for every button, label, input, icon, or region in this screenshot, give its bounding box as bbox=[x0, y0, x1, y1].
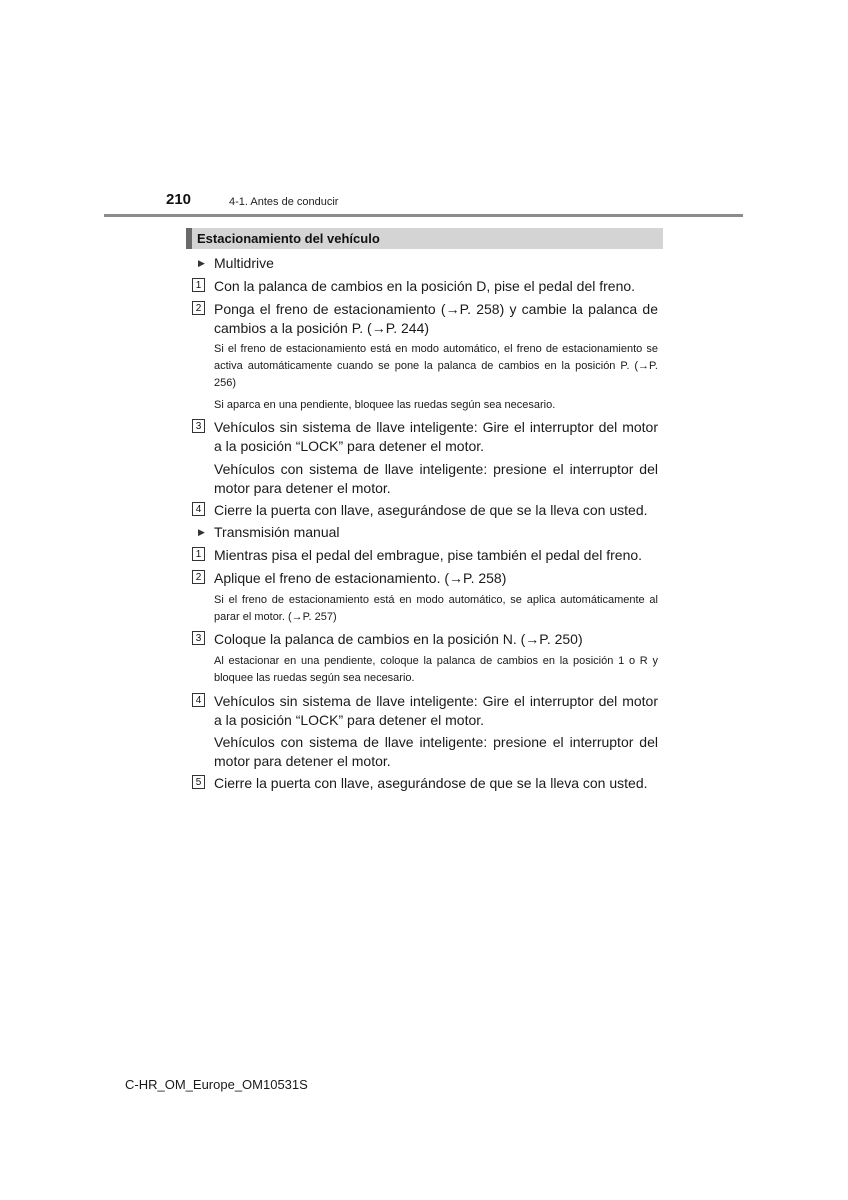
step-number: 2 bbox=[192, 570, 205, 584]
step-text: Vehículos sin sistema de llave inteligente: Gire el interruptor del motor a la posición “LOCK” para detener el motor. bbox=[214, 693, 658, 728]
step-text: Mientras pisa el pedal del embrague, pise también el pedal del freno. bbox=[214, 547, 643, 563]
step-text: Vehículos sin sistema de llave inteligente: Gire el interruptor del motor a la posición “LOCK” para detener el motor. bbox=[214, 419, 658, 454]
section-title-bar bbox=[186, 228, 663, 249]
step-item bbox=[192, 546, 658, 565]
step-number: 3 bbox=[192, 631, 205, 645]
section-label: 4-1. Antes de conducir bbox=[229, 196, 339, 208]
subheading-label: Multidrive bbox=[214, 255, 274, 271]
step-text: Vehículos con sistema de llave inteligente: presione el interruptor del motor para detener el motor. bbox=[214, 734, 658, 769]
section-title: Estacionamiento del vehículo bbox=[197, 231, 380, 246]
step-item bbox=[192, 501, 658, 520]
step-text: Aplique el freno de estacionamiento. (→P. 258) bbox=[214, 570, 507, 586]
step-item bbox=[192, 569, 658, 588]
step-item bbox=[192, 630, 658, 649]
note-text: Si el freno de estacionamiento está en modo automático, el freno de estacionamiento se activa automáticamente cuando se pone la palanca de cambios en la posición P. (→P. 256) bbox=[214, 343, 658, 389]
note-text: Al estacionar en una pendiente, coloque la palanca de cambios en la posición 1 o R y bloquee las ruedas según sea necesario. bbox=[214, 655, 658, 684]
step-continuation bbox=[192, 460, 658, 498]
note-text: Si el freno de estacionamiento está en modo automático, se aplica automáticamente al parar el motor. (→P. 257) bbox=[214, 594, 658, 623]
step-note bbox=[192, 653, 658, 687]
step-text: Ponga el freno de estacionamiento (→P. 258) y cambie la palanca de cambios a la posición P. (→P. 244) bbox=[214, 301, 658, 336]
note-text: Si aparca en una pendiente, bloquee las ruedas según sea necesario. bbox=[214, 399, 556, 411]
subheading-label: Transmisión manual bbox=[214, 524, 340, 540]
subheading-manual bbox=[192, 523, 680, 542]
triangle-bullet-icon: ▶ bbox=[198, 258, 205, 268]
step-text: Coloque la palanca de cambios en la posición N. (→P. 250) bbox=[214, 631, 583, 647]
step-number: 2 bbox=[192, 301, 205, 315]
page-number: 210 bbox=[166, 191, 192, 208]
step-note bbox=[192, 592, 658, 626]
step-item bbox=[192, 300, 658, 338]
subheading-multidrive bbox=[192, 254, 680, 273]
step-item bbox=[192, 277, 658, 296]
step-text: Cierre la puerta con llave, asegurándose de que se la lleva con usted. bbox=[214, 502, 648, 518]
step-text: Vehículos con sistema de llave inteligente: presione el interruptor del motor para detener el motor. bbox=[214, 461, 658, 496]
footer-doc-code: C-HR_OM_Europe_OM10531S bbox=[125, 1077, 308, 1092]
step-number: 3 bbox=[192, 419, 205, 433]
step-number: 5 bbox=[192, 775, 205, 789]
step-text: Con la palanca de cambios en la posición D, pise el pedal del freno. bbox=[214, 278, 636, 294]
step-text: Cierre la puerta con llave, asegurándose de que se la lleva con usted. bbox=[214, 775, 648, 791]
step-number: 4 bbox=[192, 693, 205, 707]
triangle-bullet-icon: ▶ bbox=[198, 527, 205, 537]
step-item bbox=[192, 774, 658, 793]
step-item bbox=[192, 418, 658, 456]
step-number: 1 bbox=[192, 278, 205, 292]
step-note bbox=[192, 341, 658, 392]
step-number: 4 bbox=[192, 502, 205, 516]
step-continuation bbox=[192, 733, 658, 771]
header-rule bbox=[104, 214, 743, 217]
step-note bbox=[192, 397, 658, 414]
step-number: 1 bbox=[192, 547, 205, 561]
step-item bbox=[192, 692, 658, 730]
